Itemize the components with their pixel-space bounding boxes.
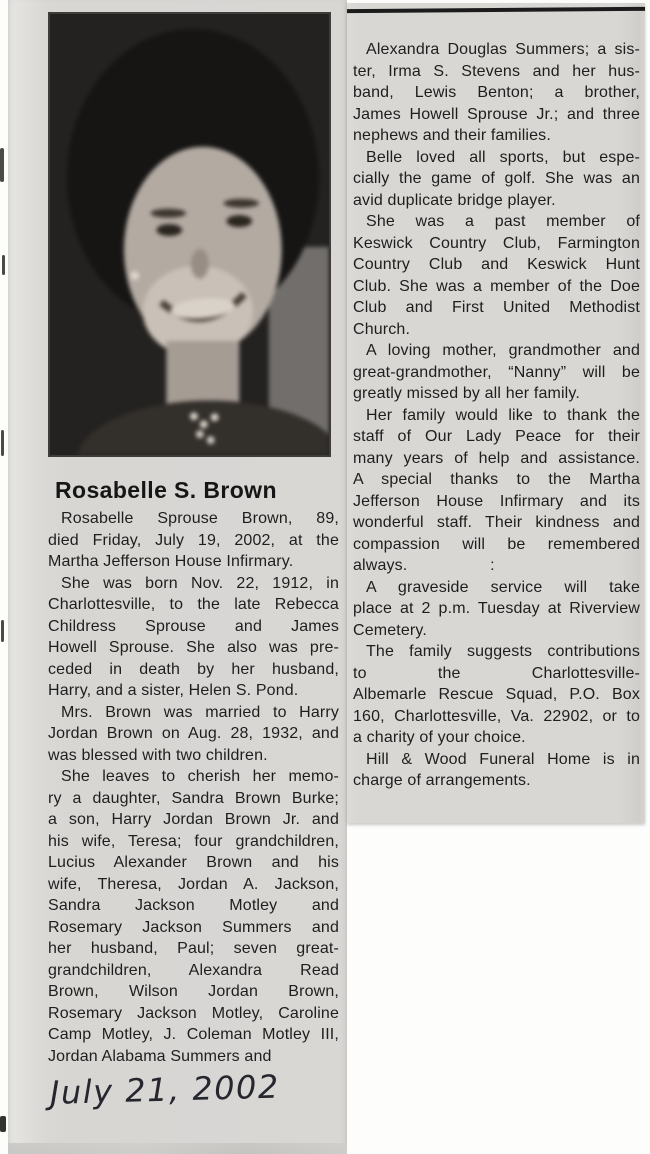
obituary-headline: Rosabelle S. Brown: [55, 477, 277, 503]
obituary-line: Her family would like to thank the: [366, 406, 640, 424]
obituary-line: ry a daughter, Sandra Brown Burke;: [48, 789, 339, 807]
obituary-paragraph: [353, 147, 640, 212]
obituary-line: many years of help and assistance.: [353, 449, 640, 467]
obituary-line: his wife, Teresa; four grandchildren,: [48, 832, 339, 850]
obituary-line: 160, Charlottesville, Va. 22902, or to: [353, 707, 640, 725]
obituary-paragraph: [353, 340, 640, 405]
obituary-line: Martha Jefferson House Infirmary.: [48, 553, 294, 570]
obituary-line: A loving mother, grandmother and: [366, 342, 640, 359]
obituary-line: Jefferson House Infirmary and its: [353, 492, 640, 510]
obituary-line: A special thanks to the Martha: [353, 471, 640, 488]
obituary-line: Camp Motley, J. Coleman Motley III,: [48, 1026, 339, 1043]
obituary-paragraph: [48, 573, 339, 702]
obituary-line: Hill & Wood Funeral Home is in: [366, 750, 640, 768]
obituary-line: Mrs. Brown was married to Harry: [61, 703, 339, 721]
obituary-paragraph: [353, 641, 640, 749]
scan-edge-mark: [0, 1116, 6, 1132]
obituary-line: Childress Sprouse and James: [48, 617, 339, 635]
obituary-line: place at 2 p.m. Tuesday at Riverview: [353, 600, 640, 617]
obituary-line: Jordan Brown on Aug. 28, 1932, and: [48, 725, 339, 742]
obituary-line: Church.: [353, 320, 411, 338]
obituary-column-right: [353, 39, 640, 809]
obituary-line: Rosemary Jackson Summers and: [48, 918, 339, 936]
obituary-line: Club. She was a member of the Doe: [353, 277, 640, 295]
obituary-line: Country Club and Keswick Hunt: [353, 256, 640, 273]
obituary-line: compassion will be remembered: [353, 535, 640, 553]
obituary-line: always. :: [353, 557, 495, 574]
obituary-line: wonderful staff. Their kindness and: [353, 514, 640, 531]
obituary-line: Harry, and a sister, Helen S. Pond.: [48, 682, 299, 699]
obituary-line: her husband, Paul; seven great-: [48, 940, 339, 957]
obituary-line: Rosemary Jackson Motley, Caroline: [48, 1004, 339, 1022]
obituary-line: The family suggests contributions: [366, 643, 640, 660]
obituary-paragraph: [353, 211, 640, 340]
obituary-paragraph: [353, 749, 640, 792]
obituary-line: charge of arrangements.: [353, 772, 531, 789]
obituary-line: Rosabelle Sprouse Brown, 89,: [61, 510, 339, 527]
obituary-paragraph: [353, 577, 640, 642]
obituary-line: greatly missed by all her family.: [353, 385, 580, 402]
newspaper-clipping-left: [8, 0, 347, 1154]
obituary-line: Albemarle Rescue Squad, P.O. Box: [353, 686, 640, 703]
handwritten-date: July 21, 2002: [49, 1067, 281, 1112]
obituary-line: Brown, Wilson Jordan Brown,: [48, 983, 339, 1000]
obituary-line: grandchildren, Alexandra Read: [48, 961, 339, 979]
obituary-line: Keswick Country Club, Farmington: [353, 234, 640, 252]
obituary-paragraph: [353, 39, 640, 147]
column-top-rule: [347, 7, 645, 13]
obituary-line: Alexandra Douglas Summers; a sis-: [366, 41, 640, 58]
newspaper-clipping-right: [347, 3, 645, 823]
scan-edge-mark: [0, 148, 4, 182]
obituary-column-left: [48, 508, 339, 1070]
obituary-line: ceded in death by her husband,: [48, 660, 339, 678]
obituary-line: Lucius Alexander Brown and his: [48, 854, 339, 871]
scan-edge-mark: [1, 620, 4, 642]
obituary-line: wife, Theresa, Jordan A. Jackson,: [48, 875, 339, 893]
obituary-line: She was born Nov. 22, 1912, in: [61, 574, 339, 592]
obituary-line: She leaves to cherish her memo-: [61, 768, 339, 785]
obituary-line: avid duplicate bridge player.: [353, 191, 556, 209]
obituary-paragraph: [48, 702, 339, 767]
obituary-line: band, Lewis Benton; a brother,: [353, 84, 640, 101]
obituary-line: cially the game of golf. She was an: [353, 170, 640, 187]
obituary-line: Howell Sprouse. She also was pre-: [48, 639, 339, 656]
obituary-line: She was a past member of: [366, 213, 640, 230]
obituary-line: A graveside service will take: [366, 578, 640, 596]
obituary-line: Jordan Alabama Summers and: [48, 1047, 272, 1065]
obituary-line: a son, Harry Jordan Brown Jr. and: [48, 811, 339, 828]
obituary-line: to the Charlottesville-: [353, 664, 640, 682]
obituary-line: Charlottesville, to the late Rebecca: [48, 596, 339, 613]
obituary-line: was blessed with two children.: [48, 746, 268, 764]
obituary-line: died Friday, July 19, 2002, at the: [48, 531, 339, 549]
obituary-paragraph: [48, 766, 339, 1067]
obituary-line: nephews and their families.: [353, 127, 551, 144]
scan-edge-mark: [1, 430, 4, 456]
obituary-line: staff of Our Lady Peace for their: [353, 428, 640, 445]
obituary-line: Club and First United Methodist: [353, 299, 640, 316]
obituary-line: ter, Irma S. Stevens and her hus-: [353, 62, 640, 80]
obituary-paragraph: [48, 508, 339, 573]
obituary-line: Cemetery.: [353, 621, 427, 639]
obituary-paragraph: [353, 405, 640, 577]
obituary-portrait-photo: [48, 12, 331, 457]
obituary-line: Sandra Jackson Motley and: [48, 897, 339, 914]
obituary-line: a charity of your choice.: [353, 729, 526, 746]
obituary-line: Belle loved all sports, but espe-: [366, 148, 640, 166]
scan-edge-mark: [2, 255, 5, 275]
clipping-bottom-edge: [8, 1143, 347, 1154]
obituary-line: James Howell Sprouse Jr.; and three: [353, 105, 640, 123]
portrait-illustration: [50, 14, 329, 455]
obituary-line: great-grandmother, “Nanny” will be: [353, 363, 640, 381]
